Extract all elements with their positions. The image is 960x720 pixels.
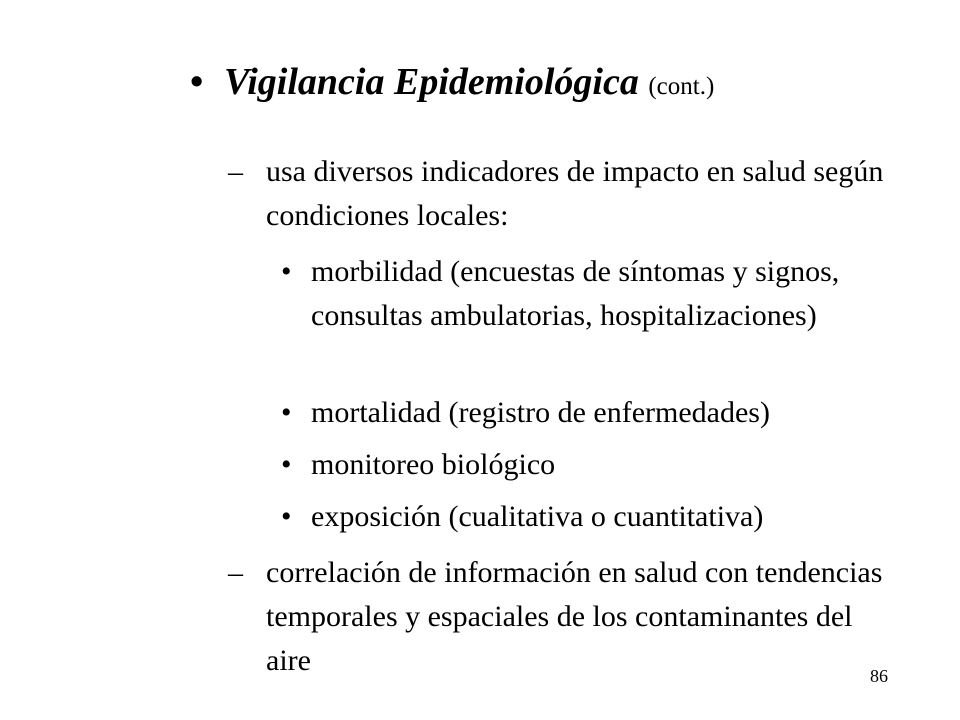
dash-marker-icon: – [228,556,243,589]
bullet-icon: • [281,396,292,429]
indicator-summary-text: usa diversos indicadores de impacto en salud según condiciones locales: [266,155,884,232]
morbidity-item [281,250,891,338]
title-bullet-icon: • [190,61,204,104]
mortality-text: mortalidad (registro de enfermedades) [311,396,770,429]
correlation-item [228,551,888,683]
title-suffix-text: (cont.) [648,73,715,101]
biological-monitoring-text: monitoreo biológico [311,448,556,481]
bullet-icon: • [281,500,292,533]
morbidity-text: morbilidad (encuestas de síntomas y signos, consultas ambulatorias, hospitalizaciones) [311,255,840,332]
bullet-icon: • [281,255,292,288]
dash-marker-icon: – [228,155,243,188]
bullet-icon: • [281,448,292,481]
indicator-summary-item [228,150,888,238]
slide-title [190,59,714,110]
page-number: 86 [870,666,888,686]
title-main-text: Vigilancia Epidemiológica [224,61,639,104]
biological-monitoring-item [281,443,891,487]
correlation-text: correlación de información en salud con tendencias temporales y espaciales de los contaminantes del aire [266,556,883,677]
mortality-item [281,391,891,435]
exposure-text: exposición (cualitativa o cuantitativa) [311,500,764,533]
exposure-item [281,495,891,539]
